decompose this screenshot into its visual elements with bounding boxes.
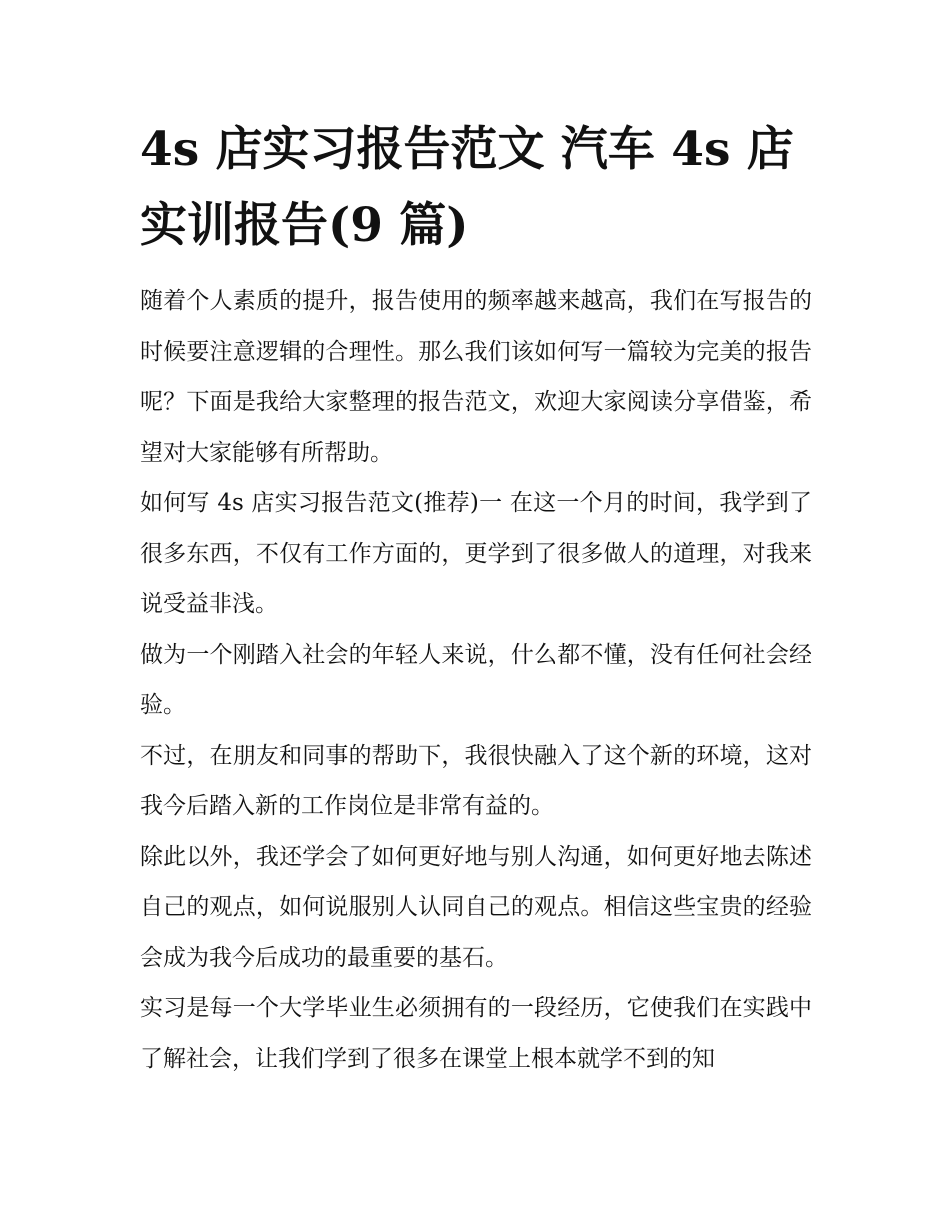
document-body: [140, 276, 812, 1084]
paragraph: 实习是每一个大学毕业生必须拥有的一段经历，它使我们在实践中了解社会，让我们学到了很多在课堂上根本就学不到的知: [140, 995, 812, 1072]
paragraph: 如何写 4s 店实习报告范文(推荐)一 在这一个月的时间，我学到了很多东西，不仅有工作方面的，更学到了很多做人的道理，对我来说受益非浅。: [140, 490, 812, 617]
paragraph: 除此以外，我还学会了如何更好地与别人沟通，如何更好地去陈述自己的观点，如何说服别人认同自己的观点。相信这些宝贵的经验会成为我今后成功的最重要的基石。: [140, 843, 812, 971]
document-content: [140, 112, 812, 1084]
paragraph: 随着个人素质的提升，报告使用的频率越来越高，我们在写报告的时候要注意逻辑的合理性。那么我们该如何写一篇较为完美的报告呢？下面是我给大家整理的报告范文，欢迎大家阅读分享借鉴，希望对大家能够有所帮助。: [140, 288, 812, 466]
document-title: 4s 店实习报告范文 汽车 4s 店实训报告(9 篇): [140, 122, 794, 253]
paragraph: 做为一个刚踏入社会的年轻人来说，什么都不懂，没有任何社会经验。: [140, 641, 812, 718]
paragraph: 不过，在朋友和同事的帮助下，我很快融入了这个新的环境，这对我今后踏入新的工作岗位是非常有益的。: [140, 742, 812, 819]
